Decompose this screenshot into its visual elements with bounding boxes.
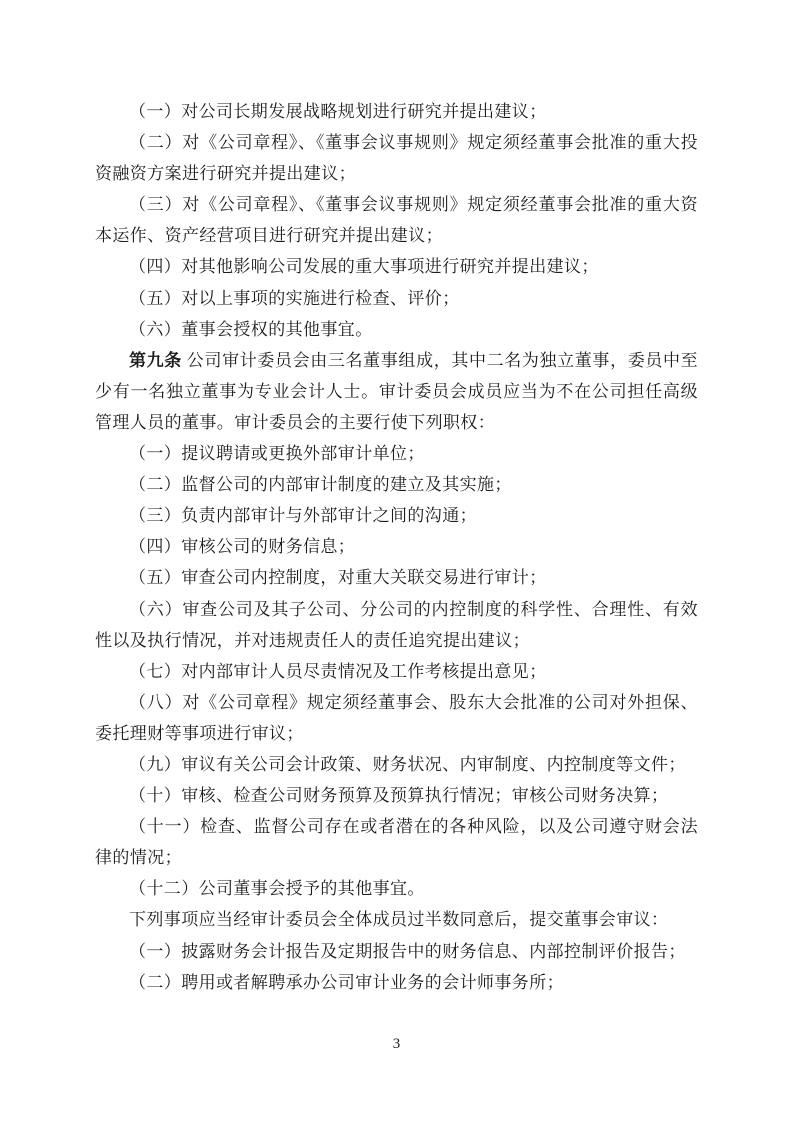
page-number: 3 [392, 1036, 401, 1052]
doc-paragraph [95, 780, 698, 811]
doc-paragraph [95, 936, 698, 967]
clause-text: （十）审核、检查公司财务预算及预算执行情况；审核公司财务决算； [129, 786, 669, 806]
clause-text: （六）审查公司及其子公司、分公司的内控制度的科学性、合理性、有效性以及执行情况，并对违规责任人的责任追究提出建议； [95, 599, 698, 650]
clause-text: （二）对《公司章程》、《董事会议事规则》规定须经董事会批准的重大投资融资方案进行研究并提出建议； [95, 133, 698, 184]
clause-text: （十二）公司董事会授予的其他事宜。 [129, 879, 425, 899]
article-number-label: 第九条 [129, 350, 182, 370]
doc-paragraph [95, 127, 698, 189]
doc-paragraph [95, 562, 698, 593]
doc-paragraph [95, 251, 698, 282]
doc-paragraph [95, 469, 698, 500]
doc-paragraph [95, 967, 698, 998]
doc-paragraph [95, 531, 698, 562]
doc-paragraph [95, 96, 698, 127]
document-body [95, 96, 698, 998]
clause-text: （七）对内部审计人员尽责情况及工作考核提出意见； [129, 661, 547, 681]
doc-paragraph-article-9 [95, 345, 698, 438]
clause-text: （八）对《公司章程》规定须经董事会、股东大会批准的公司对外担保、委托理财等事项进行审议； [95, 692, 698, 743]
doc-paragraph [95, 687, 698, 749]
clause-text: （五）对以上事项的实施进行检查、评价； [129, 288, 460, 308]
clause-text: （九）审议有关公司会计政策、财务状况、内审制度、内控制度等文件； [129, 754, 686, 774]
clause-text: （二）聘用或者解聘承办公司审计业务的会计师事务所； [129, 972, 564, 992]
clause-text: （十一）检查、监督公司存在或者潜在的各种风险，以及公司遵守财会法律的情况； [95, 817, 698, 868]
doc-paragraph [95, 904, 698, 935]
clause-text: （四）审核公司的财务信息； [129, 537, 356, 557]
doc-paragraph [95, 873, 698, 904]
clause-text: （一）对公司长期发展战略规划进行研究并提出建议； [129, 102, 547, 121]
doc-paragraph [95, 314, 698, 345]
doc-paragraph [95, 749, 698, 780]
doc-paragraph [95, 189, 698, 251]
doc-paragraph [95, 438, 698, 469]
clause-text: （四）对其他影响公司发展的重大事项进行研究并提出建议； [129, 257, 599, 277]
clause-text: （五）审查公司内控制度，对重大关联交易进行审计； [129, 568, 547, 588]
doc-paragraph [95, 283, 698, 314]
clause-text: （二）监督公司的内部审计制度的建立及其实施； [129, 475, 512, 495]
clause-text: （一）披露财务会计报告及定期报告中的财务信息、内部控制评价报告； [129, 941, 686, 961]
clause-text: （一）提议聘请或更换外部审计单位； [129, 444, 425, 464]
doc-paragraph [95, 500, 698, 531]
clause-text: （三）对《公司章程》、《董事会议事规则》规定须经董事会批准的重大资本运作、资产经营项目进行研究并提出建议； [95, 195, 698, 246]
doc-paragraph [95, 594, 698, 656]
clause-text: （六）董事会授权的其他事宜。 [129, 319, 373, 339]
doc-paragraph [95, 656, 698, 687]
doc-paragraph [95, 811, 698, 873]
clause-text: 下列事项应当经审计委员会全体成员过半数同意后，提交董事会审议： [129, 910, 669, 930]
clause-text: 公司审计委员会由三名董事组成，其中二名为独立董事，委员中至少有一名独立董事为专业会计人士。审计委员会成员应当为不在公司担任高级管理人员的董事。审计委员会的主要行使下列职权： [95, 350, 699, 432]
clause-text: （三）负责内部审计与外部审计之间的沟通； [129, 506, 477, 526]
